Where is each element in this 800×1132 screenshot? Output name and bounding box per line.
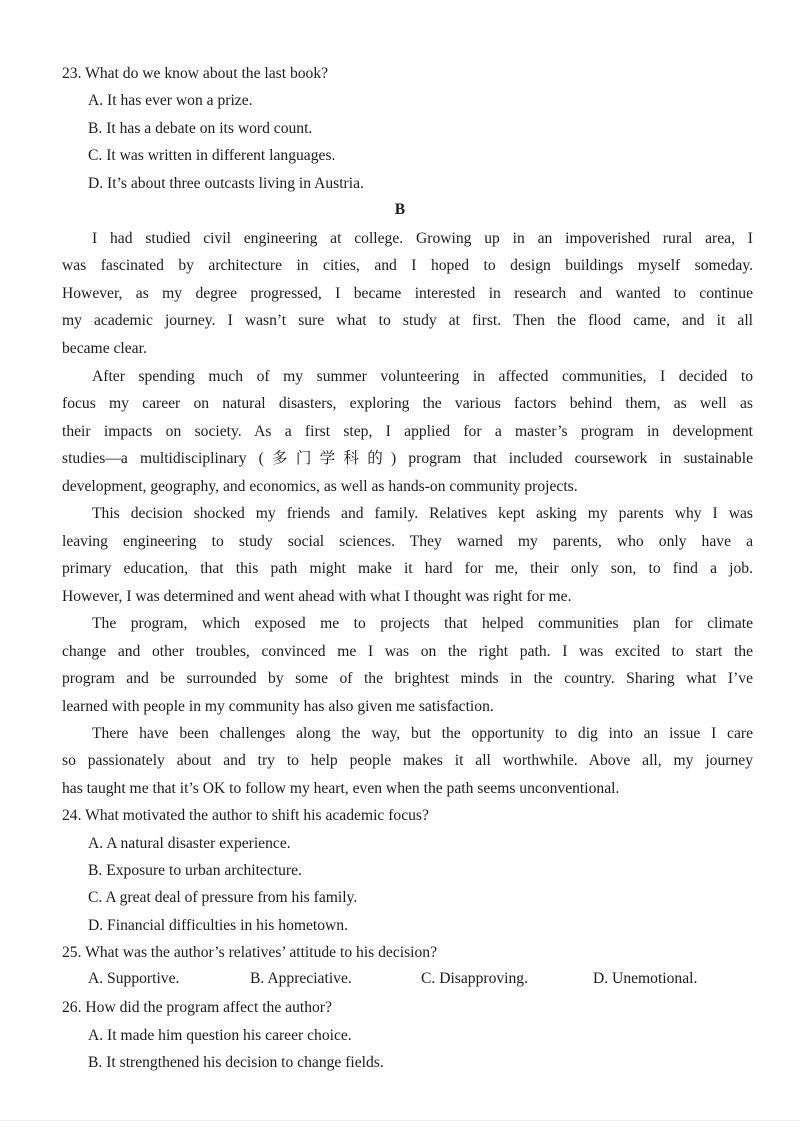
section-heading: B [394,201,406,218]
passage-line: was fascinated by architecture in cities, and I hoped to design buildings myself someday. [62,257,753,274]
passage-line: change and other troubles, convinced me I was on the right path. I was excited to start the [62,643,753,660]
passage-line: However, as my degree progressed, I became interested in research and wanted to continue [62,285,753,302]
q25-option-d: D. Unemotional. [593,970,698,987]
passage-line: However, I was determined and went ahead with what I thought was right for me. [62,588,572,605]
q26-option-a: A. It made him question his career choice. [88,1027,352,1044]
q24-stem: 24. What motivated the author to shift his academic focus? [62,807,429,824]
q26-stem: 26. How did the program affect the author? [62,999,332,1016]
passage-line: This decision shocked my friends and family. Relatives kept asking my parents why I was [92,505,753,522]
passage-line: leaving engineering to study social sciences. They warned my parents, who only have a [62,533,753,550]
q23-option-d: D. It’s about three outcasts living in Austria. [88,175,364,192]
q25-stem: 25. What was the author’s relatives’ attitude to his decision? [62,944,438,961]
passage-line: learned with people in my community has also given me satisfaction. [62,698,494,715]
passage-line: my academic journey. I wasn’t sure what to study at first. Then the flood came, and it all [62,312,753,329]
q25-option-b: B. Appreciative. [250,970,352,987]
passage-line: After spending much of my summer volunteering in affected communities, I decided to [92,368,753,385]
q24-option-c: C. A great deal of pressure from his family. [88,889,358,906]
passage-line: program and be surrounded by some of the brightest minds in the country. Sharing what I’ve [62,670,753,687]
q23-option-c: C. It was written in different languages. [88,147,336,164]
q25-option-c: C. Disapproving. [421,970,528,987]
passage-line: has taught me that it’s OK to follow my heart, even when the path seems unconventional. [62,780,620,797]
passage-line: became clear. [62,340,147,357]
passage-line: focus my career on natural disasters, exploring the various factors behind them, as well as [62,395,753,412]
q25-option-a: A. Supportive. [88,970,180,987]
passage-line: studies—a multidisciplinary (多门学科的) program that included coursework in sustainable [62,450,753,467]
q23-option-b: B. It has a debate on its word count. [88,120,313,137]
q23-stem: 23. What do we know about the last book? [62,65,329,82]
q24-option-a: A. A natural disaster experience. [88,835,291,852]
page-bottom-rule [0,1120,800,1121]
passage-line: There have been challenges along the way, but the opportunity to dig into an issue I care [92,725,753,742]
q24-option-b: B. Exposure to urban architecture. [88,862,302,879]
q26-option-b: B. It strengthened his decision to change fields. [88,1054,384,1071]
passage-line: primary education, that this path might make it hard for me, their only son, to find a job. [62,560,753,577]
passage-line: so passionately about and try to help people makes it all worthwhile. Above all, my journey [62,752,753,769]
passage-line: development, geography, and economics, as well as hands-on community projects. [62,478,578,495]
q23-option-a: A. It has ever won a prize. [88,92,253,109]
passage-line: their impacts on society. As a first step, I applied for a master’s program in development [62,423,753,440]
passage-line: The program, which exposed me to projects that helped communities plan for climate [92,615,753,632]
passage-line: I had studied civil engineering at college. Growing up in an impoverished rural area, I [92,230,753,247]
q24-option-d: D. Financial difficulties in his hometown. [88,917,349,934]
